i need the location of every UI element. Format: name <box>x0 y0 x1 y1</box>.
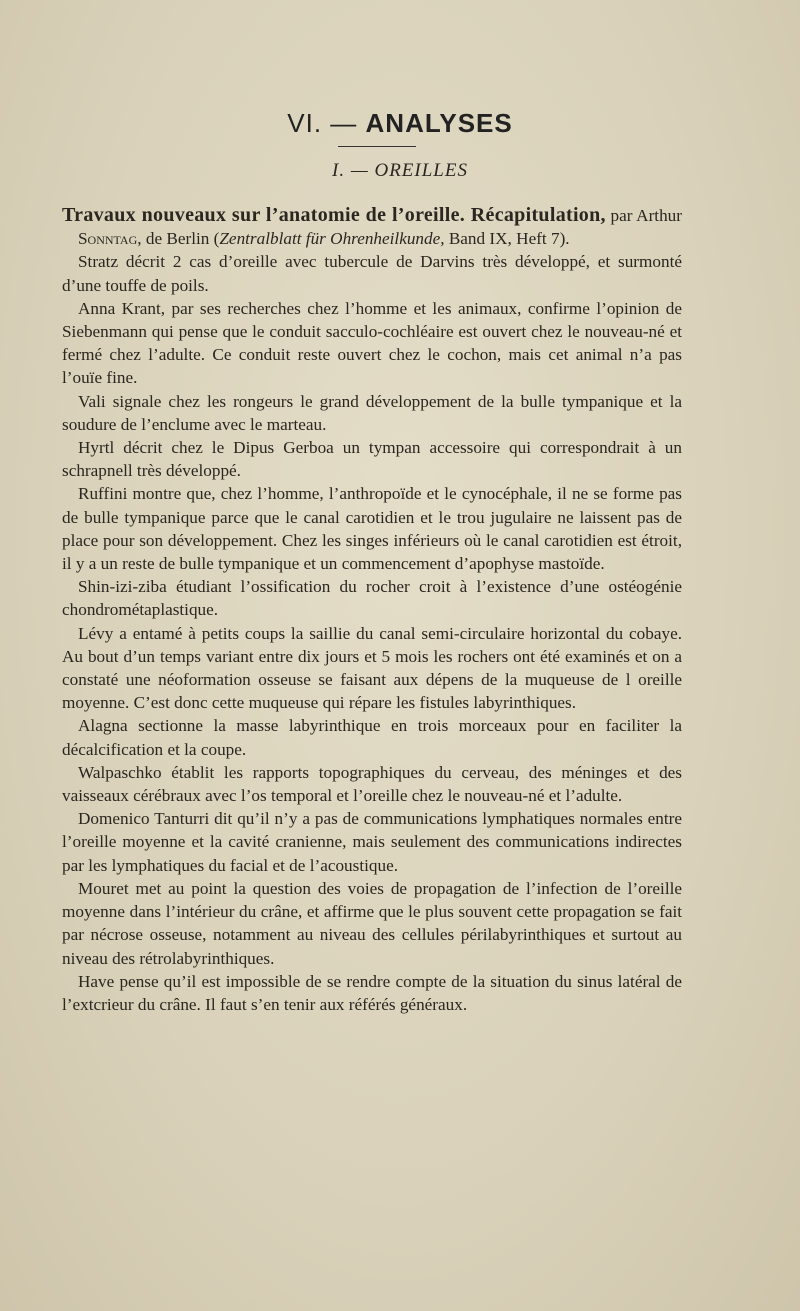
paragraph: Have pense qu’il est impossible de se rendre compte de la situation du sinus latéral de l’extcrieur du crâne. Il faut s’en tenir aux référés généraux. <box>62 971 682 1014</box>
article-header <box>62 204 682 250</box>
heading-rule <box>338 146 416 147</box>
paragraph: Vali signale chez les rongeurs le grand développement de la bulle tympanique et la soudure de l’enclume avec le marteau. <box>62 391 682 434</box>
section-heading <box>0 108 800 139</box>
reference-tail: Band IX, Heft 7). <box>444 229 570 249</box>
paragraph: Ruffini montre que, chez l’homme, l’anthropoïde et le cynocéphale, il ne se forme pas de bulle tympanique parce que le canal carotidien et le trou jugulaire ne laissent pas de place pour son développement. Chez les singes inférieurs où le canal carotidien est étroit, il y a un reste de bulle tympanique et un commencement d’apophyse mastoïde. <box>62 484 682 574</box>
paragraph: Domenico Tanturri dit qu’il n’y a pas de communications lymphatiques normales entre l’oreille moyenne et la cavité cranienne, mais seulement des communications indirectes par les lymphatiques du facial et de l’acoustique. <box>62 809 682 875</box>
section-number: VI. <box>287 108 323 138</box>
heading-dash: — <box>330 108 358 138</box>
byline-pre: par Arthur <box>605 206 682 225</box>
paragraph: Hyrtl décrit chez le Dipus Gerboa un tympan accessoire qui correspondrait à un schrapnell très développé. <box>62 438 682 481</box>
byline-post: , de Berlin ( <box>137 229 220 249</box>
paragraph: Mouret met au point la question des voies de propagation de l’infection de l’oreille moyenne dans l’intérieur du crâne, et affirme que le plus souvent cette propagation se fait par nécrose osseuse, notamment au niveau des cellules périlabyrinthiques et surtout au niveau des rétrolabyrinthiques. <box>62 878 682 968</box>
article-title: Travaux nouveaux sur l’anatomie de l’oreille. Récapitulation, <box>62 204 606 226</box>
paragraph: Anna Krant, par ses recherches chez l’homme et les animaux, confirme l’opinion de Siebenmann qui pense que le conduit sacculo-cochléaire est ouvert chez le nouveau-né et fermé chez l’adulte. Ce conduit reste ouvert chez le cochon, mais cet animal n’a pas l’ouïe fine. <box>62 298 682 388</box>
paragraph: Alagna sectionne la masse labyrinthique en trois morceaux pour en faciliter la décalcification et la coupe. <box>62 716 682 759</box>
paragraph: Stratz décrit 2 cas d’oreille avec tubercule de Darvins très développé, et surmonté d’une touffe de poils. <box>62 252 682 295</box>
article-author: Sonntag <box>78 229 138 249</box>
paragraph: Shin-izi-ziba étudiant l’ossification du rocher croit à l’existence d’une ostéogénie chondrométaplastique. <box>62 577 682 620</box>
section-title: ANALYSES <box>365 108 513 138</box>
journal-name: Zentralblatt für Ohrenheilkunde, <box>219 229 445 249</box>
paragraph: Walpaschko établit les rapports topographiques du cerveau, des méninges et des vaisseaux cérébraux avec l’os temporal et l’oreille chez le nouveau-né et l’adulte. <box>62 762 682 806</box>
paragraph: Lévy a entamé à petits coups la saillie du canal semi-circulaire horizontal du cobaye. Au bout d’un temps variant entre dix jours et 5 mois les rochers ont été examinés et on a constaté une néoformation osseuse se faisant aux dépens de la muqueuse de l oreille moyenne. C’est donc cette muqueuse qui répare les fistules labyrinthiques. <box>62 623 682 713</box>
article-body <box>62 204 682 1016</box>
subsection-heading: I. — OREILLES <box>332 160 468 181</box>
